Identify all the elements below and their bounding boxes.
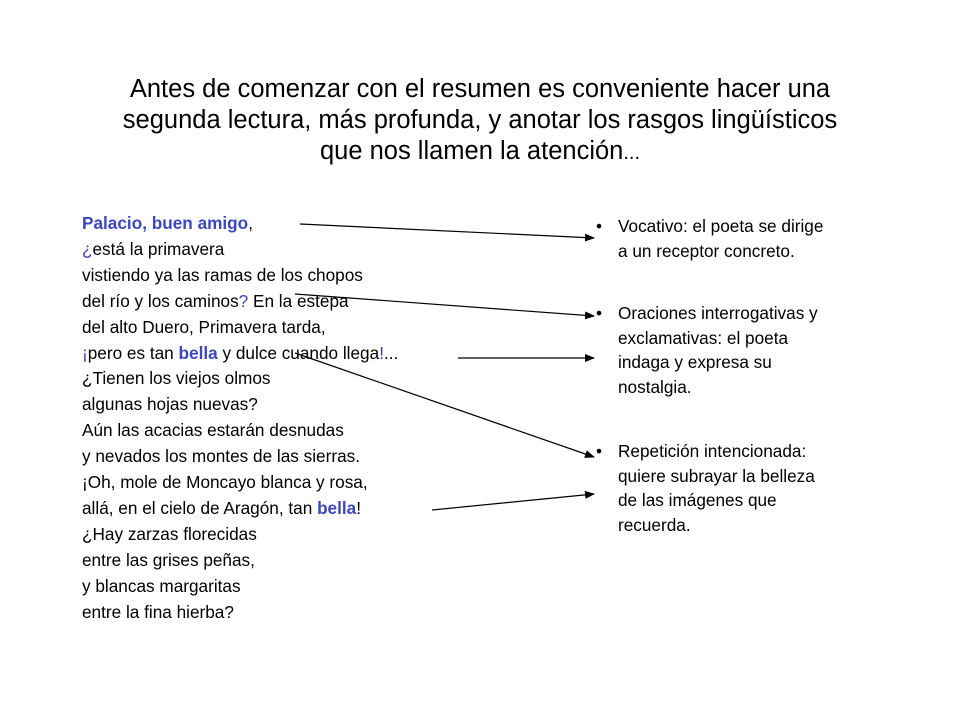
arrow-question: [295, 294, 594, 316]
poem-line: entre la fina hierba?: [82, 601, 234, 622]
poem-text: está la primavera: [92, 238, 225, 259]
exclamation-mark: !: [379, 342, 384, 363]
title-line: segunda lectura, más profunda, y anotar los rasgos lingüísticos: [122, 106, 838, 134]
poem-line: ¿Tienen los viejos olmos: [82, 368, 271, 389]
poem-line: y nevados los montes de las sierras.: [82, 446, 360, 467]
poem-line: vistiendo ya las ramas de los chopos: [82, 264, 363, 285]
question-mark: ?: [238, 290, 249, 311]
note-line: indaga y expresa su: [618, 352, 772, 372]
title-ellipsis: ...: [623, 142, 641, 164]
note-line: a un receptor concreto.: [618, 240, 795, 261]
poem-line: entre las grises peñas,: [82, 549, 255, 570]
poem-text: del río y los caminos: [82, 290, 239, 311]
note-line: exclamativas: el poeta: [618, 327, 789, 348]
poem-text: y dulce cuando llega: [217, 342, 380, 363]
poem-line: ¡Oh, mole de Moncayo blanca y rosa,: [82, 472, 368, 493]
note-line: de las imágenes que: [618, 490, 777, 510]
poem-text: En la estepa: [248, 290, 349, 311]
note-line: quiere subrayar la belleza: [618, 465, 815, 486]
vocative-text: Palacio, buen amigo: [82, 213, 249, 233]
arrow-repetition-1: [295, 353, 594, 457]
poem-line: algunas hojas nuevas?: [82, 394, 258, 415]
poem-line: del alto Duero, Primavera tarda,: [82, 316, 326, 337]
arrow-vocative: [300, 224, 594, 238]
arrow-repetition-2: [432, 494, 594, 510]
poem-line: y blancas margaritas: [82, 575, 241, 596]
question-mark: ¿: [82, 238, 93, 259]
note-line: Oraciones interrogativas y: [618, 303, 818, 323]
note-line: recuerda.: [618, 514, 691, 535]
poem-text: pero es tan: [87, 342, 179, 363]
poem-text: ...: [383, 342, 399, 363]
bullet-icon: •: [596, 303, 603, 323]
repeated-word: bella: [317, 497, 357, 518]
bullet-icon: •: [596, 216, 603, 236]
poem-line: ¿Hay zarzas florecidas: [82, 523, 257, 544]
poem-text: allá, en el cielo de Aragón, tan: [82, 497, 318, 518]
poem-text: ,: [248, 213, 253, 233]
title-line-text: que nos llamen la atención: [319, 137, 624, 165]
title-line: Antes de comenzar con el resumen es conveniente hacer una: [129, 75, 831, 103]
note-line: Repetición intencionada:: [618, 441, 807, 461]
repeated-word: bella: [178, 342, 218, 363]
poem-text: !: [356, 497, 362, 518]
exclamation-mark: ¡: [82, 342, 88, 363]
note-line: nostalgia.: [618, 376, 692, 397]
poem-line: Aún las acacias estarán desnudas: [82, 420, 344, 441]
bullet-icon: •: [596, 441, 603, 461]
note-line: Vocativo: el poeta se dirige: [618, 216, 824, 236]
